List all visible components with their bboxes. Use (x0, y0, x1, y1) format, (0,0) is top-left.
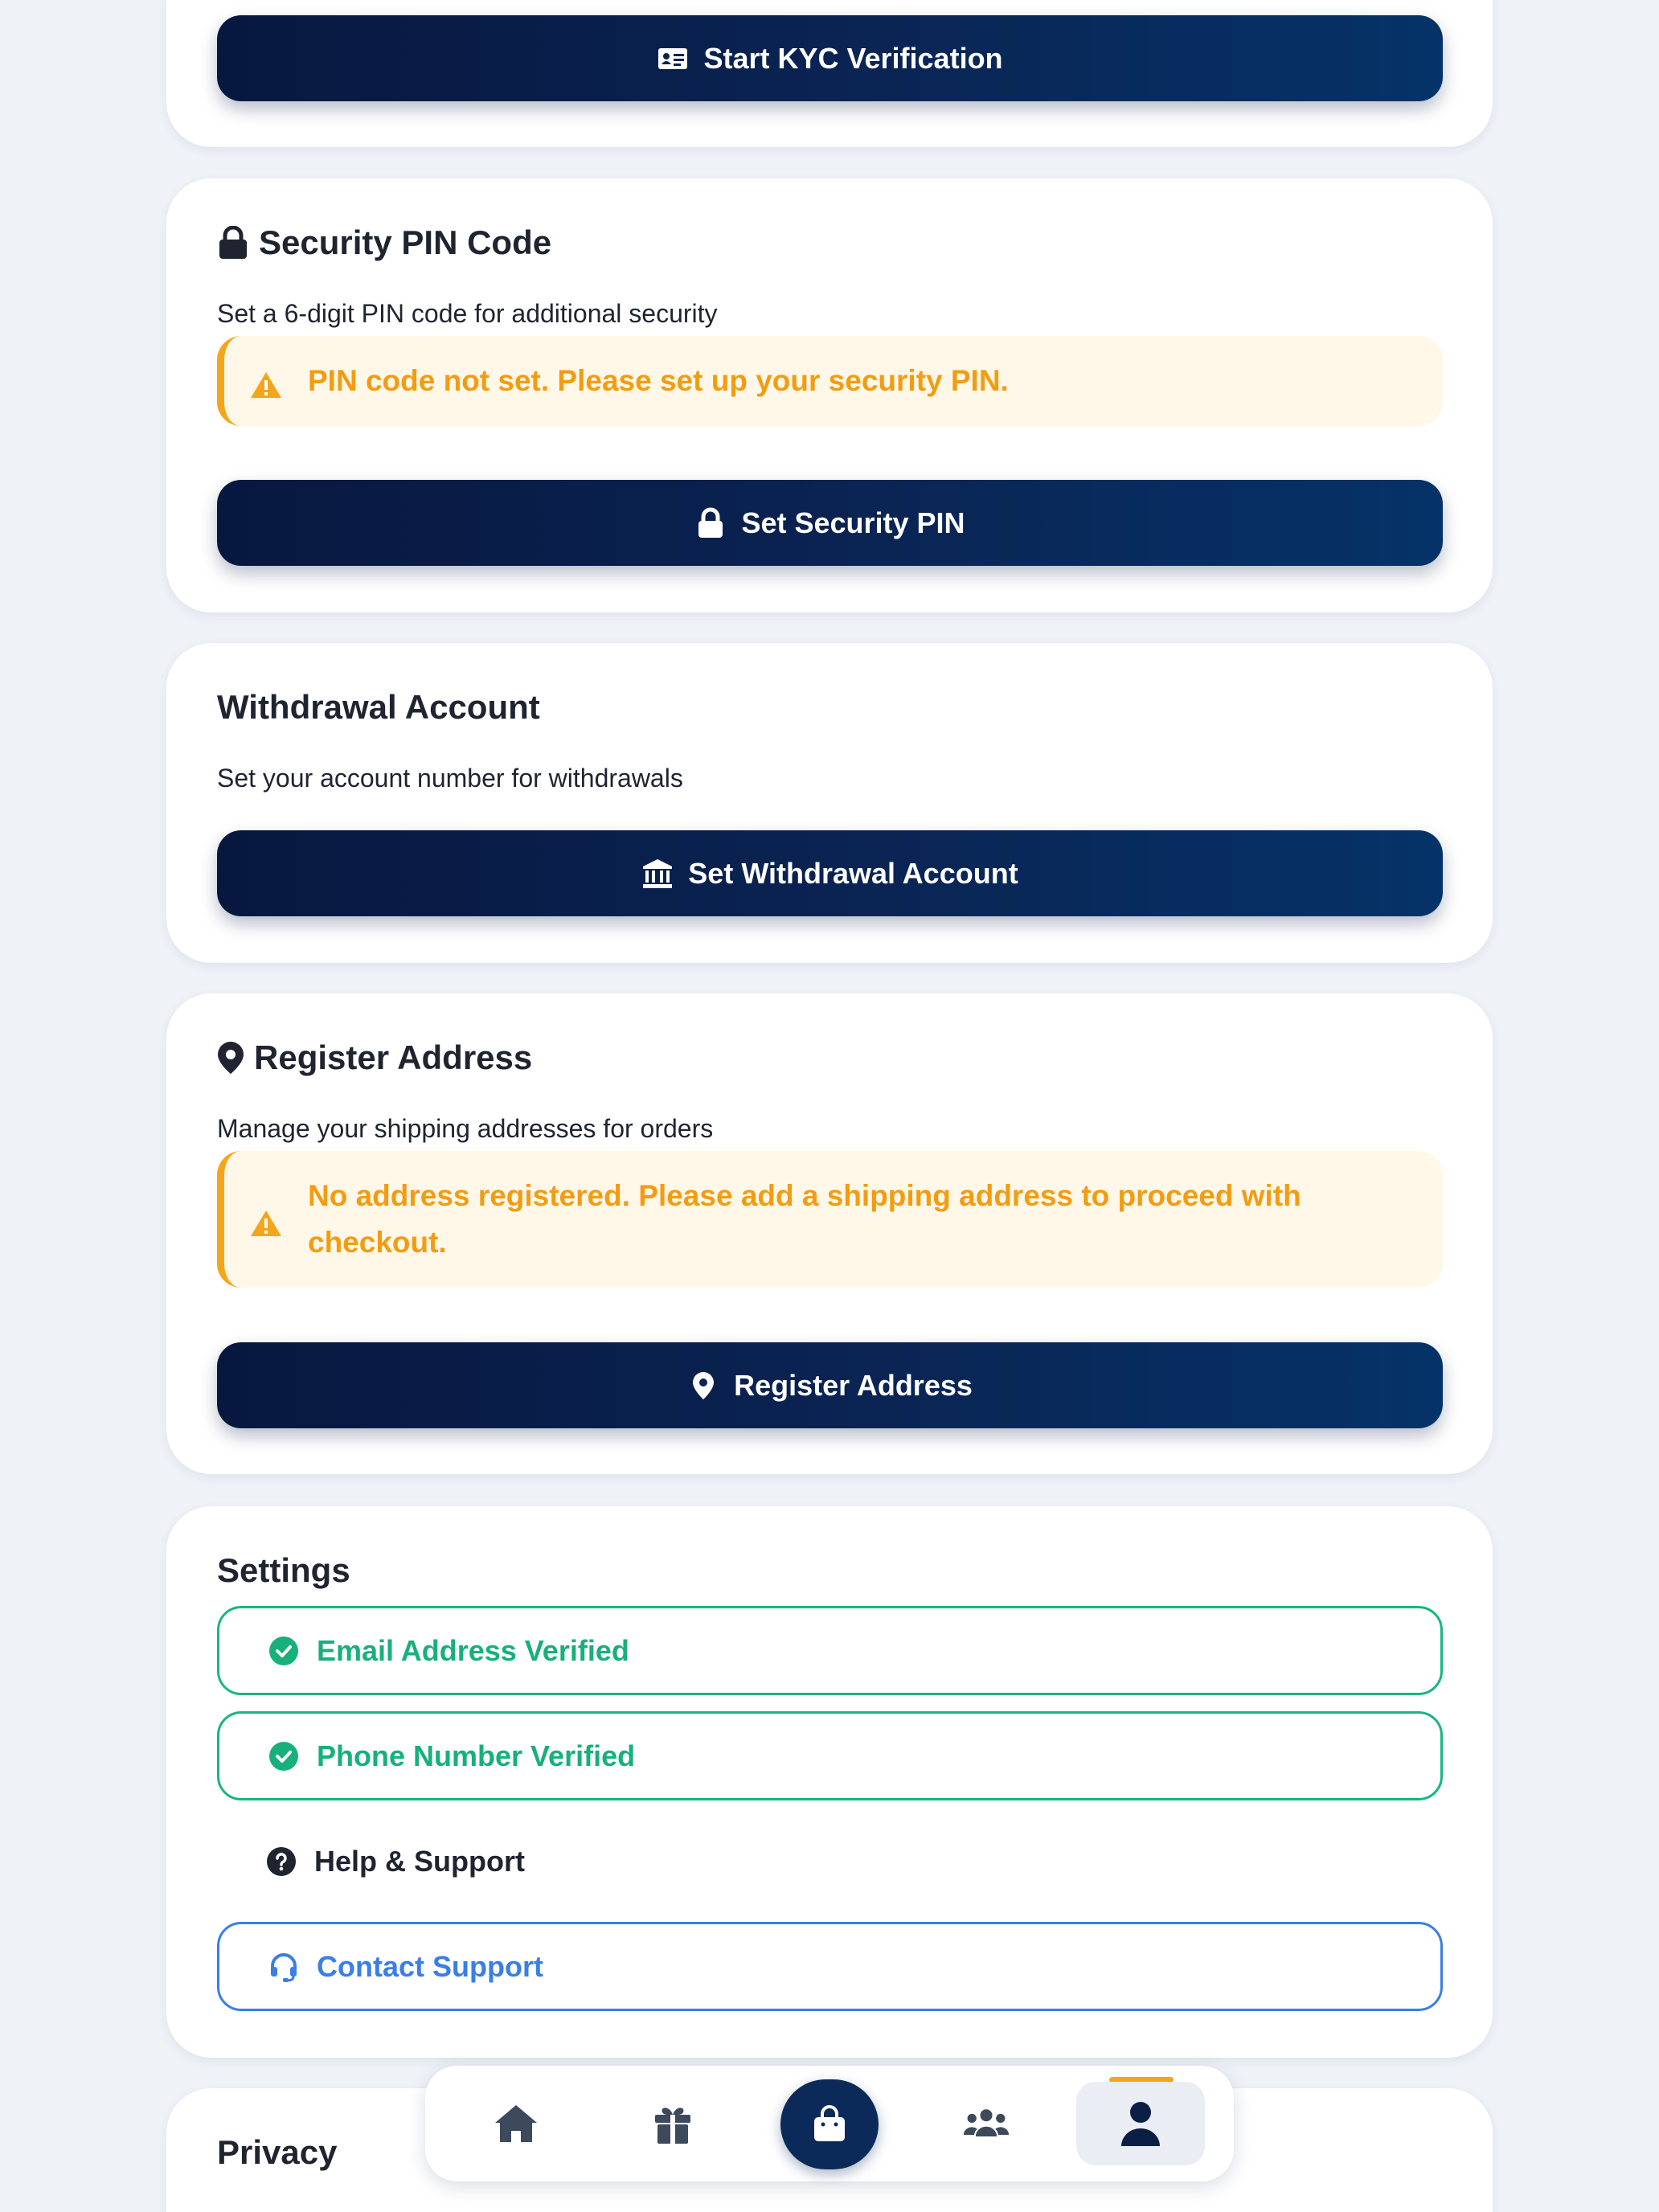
address-description: Manage your shipping addresses for orders (217, 1114, 714, 1143)
map-pin-icon (687, 1370, 719, 1402)
nav-home[interactable] (468, 2066, 564, 2181)
set-withdrawal-account-label: Set Withdrawal Account (688, 856, 1018, 890)
start-kyc-button[interactable] (217, 15, 1443, 101)
start-kyc-label: Start KYC Verification (703, 41, 1003, 75)
register-address-label: Register Address (734, 1368, 973, 1402)
nav-gift[interactable] (625, 2066, 721, 2181)
check-circle-icon (268, 1741, 299, 1772)
set-security-pin-label: Set Security PIN (741, 506, 965, 539)
security-pin-title: Security PIN Code (259, 223, 552, 261)
address-card (166, 993, 1493, 1474)
security-pin-description: Set a 6-digit PIN code for additional security (217, 299, 718, 328)
settings-card (166, 1506, 1493, 2058)
address-warning-text: No address registered. Please add a shipping address to proceed with checkout. (308, 1179, 1301, 1259)
contact-support-label: Contact Support (317, 1949, 543, 1983)
pin-warning-text: PIN code not set. Please set up your security PIN. (308, 364, 1009, 397)
withdrawal-card (166, 643, 1493, 963)
security-pin-card (166, 178, 1493, 612)
email-verified-row[interactable] (217, 1606, 1443, 1695)
shopping-bag-icon (808, 2103, 851, 2146)
pin-warning-alert (217, 336, 1443, 426)
nav-profile[interactable] (1076, 2082, 1205, 2165)
settings-title: Settings (217, 1551, 350, 1589)
users-icon (962, 2102, 1010, 2145)
headset-icon (268, 1952, 299, 1982)
withdrawal-description: Set your account number for withdrawals (217, 764, 683, 793)
id-card-icon (657, 43, 689, 75)
warning-icon (250, 1205, 282, 1234)
nav-shop[interactable] (780, 2079, 879, 2169)
bottom-nav (425, 2066, 1234, 2181)
warning-icon (250, 367, 282, 395)
nav-community[interactable] (938, 2066, 1034, 2181)
security-pin-title-row (217, 223, 551, 262)
withdrawal-title: Withdrawal Account (217, 688, 540, 726)
help-support-label: Help & Support (314, 1844, 525, 1878)
set-withdrawal-account-button[interactable] (217, 830, 1443, 916)
phone-verified-label: Phone Number Verified (317, 1739, 636, 1772)
user-icon (1118, 2099, 1163, 2148)
phone-verified-row[interactable] (217, 1711, 1443, 1800)
lock-icon (217, 226, 249, 260)
set-security-pin-button[interactable] (217, 480, 1443, 566)
privacy-title-row (217, 2133, 337, 2172)
contact-support-row[interactable] (217, 1922, 1443, 2011)
check-circle-icon (268, 1636, 299, 1666)
home-icon (492, 2102, 540, 2145)
register-address-button[interactable] (217, 1342, 1443, 1428)
address-title-row (217, 1038, 532, 1077)
lock-icon (694, 507, 727, 539)
bank-icon (641, 858, 674, 890)
address-warning-alert (217, 1151, 1443, 1288)
address-title: Register Address (254, 1038, 533, 1076)
map-pin-icon (217, 1041, 244, 1075)
withdrawal-title-row (217, 688, 540, 727)
privacy-title: Privacy (217, 2133, 338, 2171)
help-support-row[interactable] (217, 1817, 1443, 1906)
question-circle-icon (266, 1846, 297, 1877)
settings-title-row (217, 1551, 350, 1590)
gift-icon (649, 2102, 697, 2145)
email-verified-label: Email Address Verified (317, 1633, 629, 1667)
kyc-card (166, 0, 1493, 147)
